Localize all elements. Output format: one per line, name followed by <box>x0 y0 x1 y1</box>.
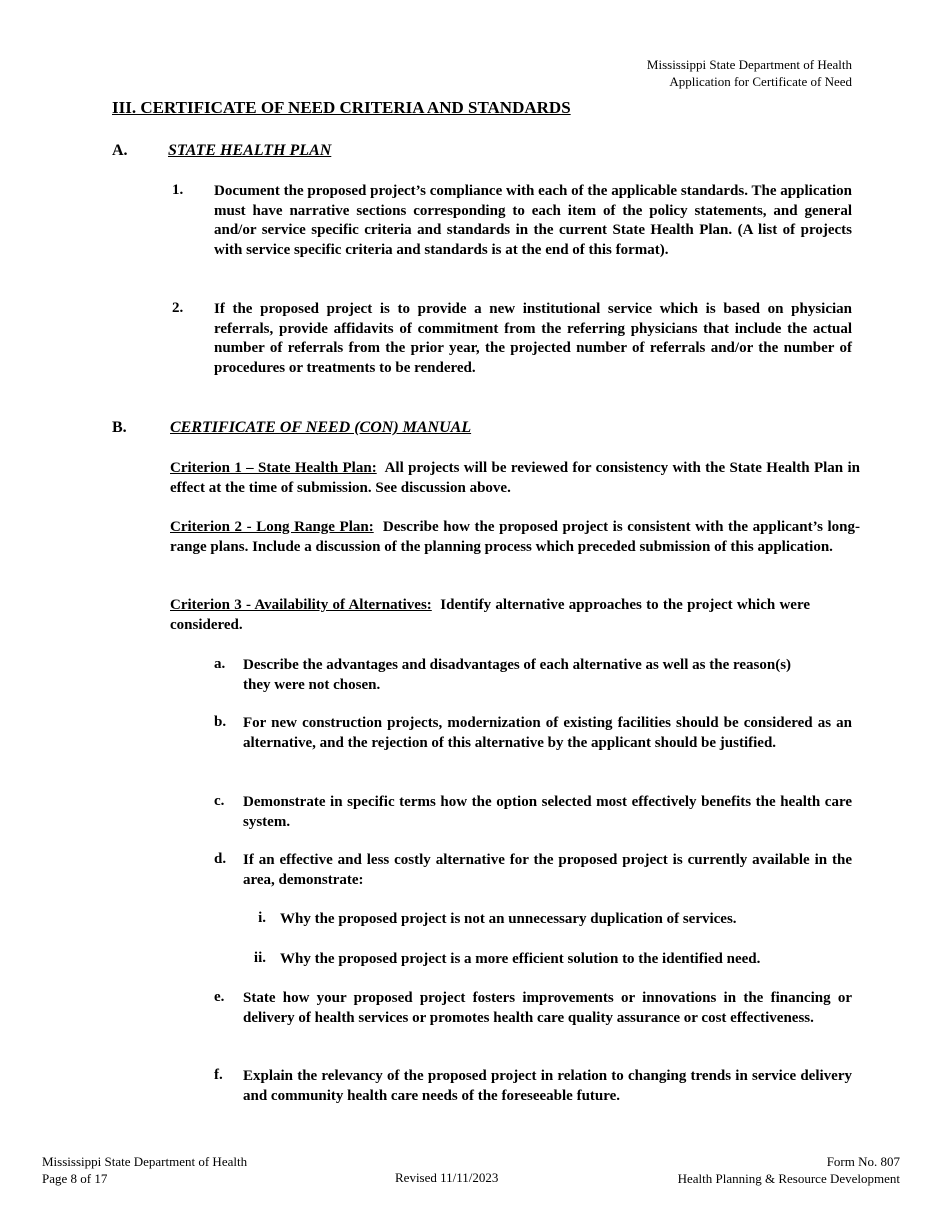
running-header <box>647 56 852 90</box>
roman-item-i-text: Why the proposed project is not an unnecessary duplication of services. <box>280 911 737 927</box>
criterion-1-text: All projects will be reviewed for consistency with the State Health Plan in effect at the time of submission. See discussion above. <box>170 460 861 496</box>
item-2-text: If the proposed project is to provide a new institutional service which is based on physician referrals, provide affidavits of commitment from the referring physicians that include the actual number of referrals from the prior year, the projected number of referrals and/or the number of procedures or treatments to be rendered. <box>214 301 852 376</box>
header-line-1: Mississippi State Department of Health <box>646 57 852 72</box>
section-b-letter: B. <box>112 419 127 436</box>
criterion-2 <box>170 518 860 557</box>
criterion-3 <box>170 596 810 635</box>
sub-item-c-text: Demonstrate in specific terms how the option selected most effectively benefits the health care system. <box>243 794 852 830</box>
footer-division: Health Planning & Resource Development <box>677 1170 900 1186</box>
item-2-number: 2. <box>172 300 184 316</box>
sub-item-c-label: c. <box>214 793 225 809</box>
criterion-3-text: Identify alternative approaches to the project which were considered. <box>170 597 811 633</box>
footer-left <box>42 1154 247 1187</box>
footer-page-number: Page 8 of 17 <box>42 1170 108 1186</box>
section-b-title: CERTIFICATE OF NEED (CON) MANUAL <box>170 419 472 436</box>
roman-item-ii-label: ii. <box>253 950 266 966</box>
sub-item-e-text: State how your proposed project fosters improvements or innovations in the financing or delivery of health services or promotes health care quality assurance or cost effectiveness. <box>243 990 852 1026</box>
footer-revised: Revised 11/11/2023 <box>395 1170 499 1185</box>
footer-org: Mississippi State Department of Health <box>42 1154 248 1169</box>
sub-item-e-label: e. <box>214 989 225 1005</box>
footer-right <box>678 1154 900 1187</box>
sub-item-d-label: d. <box>214 851 227 867</box>
sub-item-f-label: f. <box>214 1067 223 1083</box>
roman-item-i-label: i. <box>258 910 266 926</box>
item-1-number: 1. <box>172 182 184 198</box>
section-a-title: STATE HEALTH PLAN <box>168 142 332 159</box>
footer-form-number: Form No. 807 <box>826 1154 900 1169</box>
sub-item-b-text: For new construction projects, modernization of existing facilities should be considered as an alternative, and the rejection of this alternative by the applicant should be justified. <box>243 715 852 751</box>
criterion-1-label: Criterion 1 – State Health Plan: <box>170 460 377 476</box>
criterion-3-label: Criterion 3 - Availability of Alternatives: <box>170 597 432 613</box>
criterion-2-text: Describe how the proposed project is consistent with the applicant’s long-range plans. Include a discussion of the planning process which preceded submission of this application. <box>170 519 861 555</box>
criterion-1 <box>170 459 860 498</box>
section-a-letter: A. <box>112 142 128 159</box>
sub-item-b-label: b. <box>214 714 227 730</box>
sub-item-d-text: If an effective and less costly alternative for the proposed project is currently available in the area, demonstrate: <box>243 852 852 888</box>
sub-item-a-text: Describe the advantages and disadvantages of each alternative as well as the reason(s) they were not chosen. <box>243 657 792 693</box>
header-line-2: Application for Certificate of Need <box>669 74 852 89</box>
sub-item-f-text: Explain the relevancy of the proposed project in relation to changing trends in service delivery and community health care needs of the foreseeable future. <box>243 1068 852 1104</box>
criterion-2-label: Criterion 2 - Long Range Plan: <box>170 519 374 535</box>
page-title: III. CERTIFICATE OF NEED CRITERIA AND STANDARDS <box>112 98 571 117</box>
sub-item-a-label: a. <box>214 656 226 672</box>
item-1-text: Document the proposed project’s compliance with each of the applicable standards. The application must have narrative sections corresponding to each item of the policy statements, and general and/or service specific criteria and standards in the current State Health Plan. (A list of projects with service specific criteria and standards is at the end of this format). <box>214 183 852 258</box>
roman-item-ii-text: Why the proposed project is a more efficient solution to the identified need. <box>280 951 761 967</box>
